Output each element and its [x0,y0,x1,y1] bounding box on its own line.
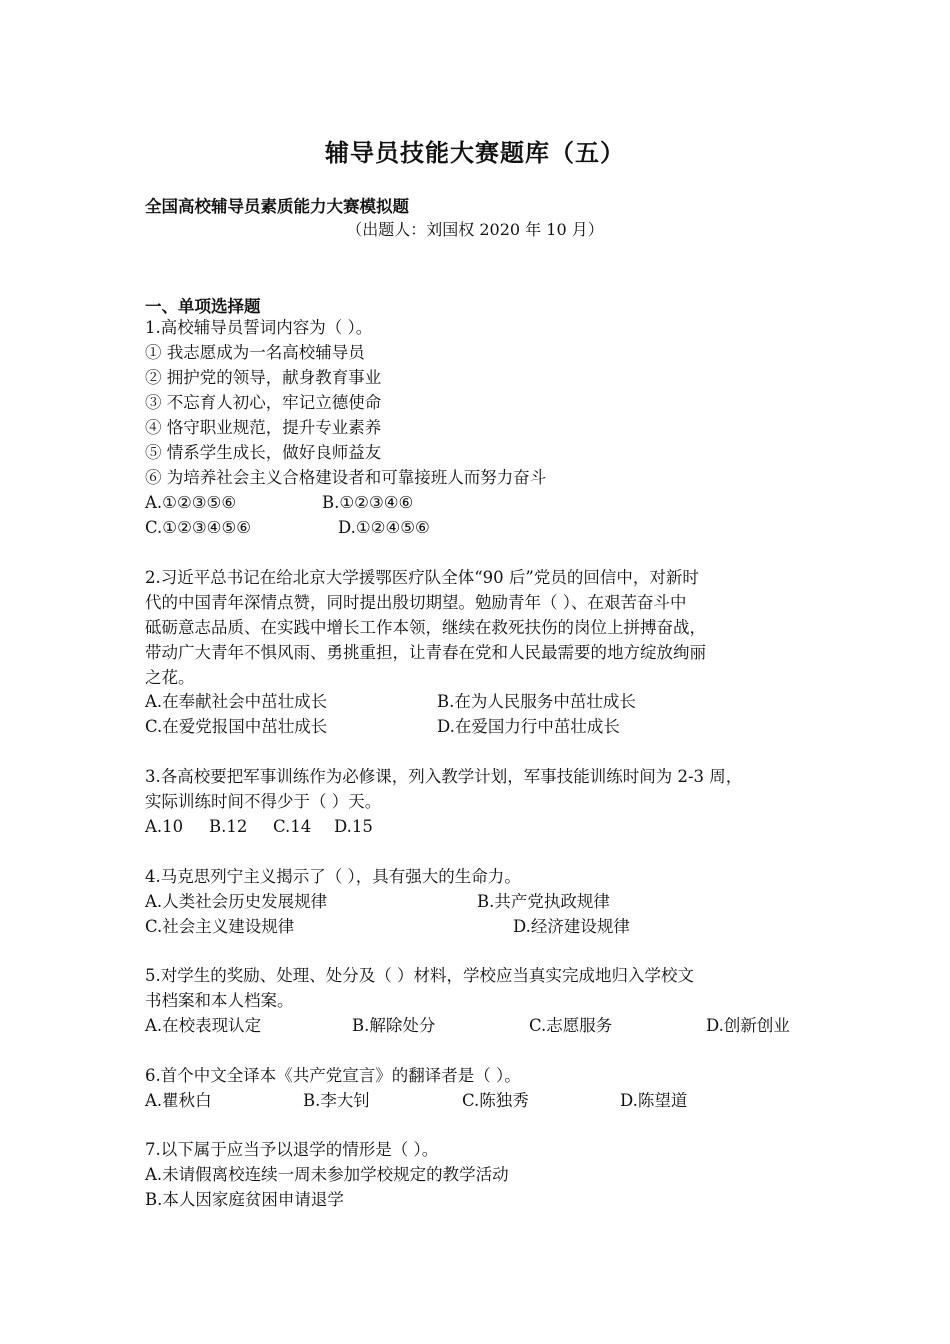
question-2-line: 2.习近平总书记在给北京大学援鄂医疗队全体“90 后”党员的回信中，对新时 [145,568,699,587]
question-5-option-a: A.在校表现认定 [145,1016,262,1035]
author-line: （出题人：刘国权 2020 年 10 月） [346,220,604,239]
question-5-option-b: B.解除处分 [352,1016,436,1035]
question-3-line: 3.各高校要把军事训练作为必修课，列入教学计划，军事技能训练时间为 2-3 周， [145,767,743,786]
question-1-item: ④ 恪守职业规范，提升专业素养 [145,418,382,437]
question-3-option-a: A.10 [145,817,184,836]
question-5-line: 书档案和本人档案。 [145,991,294,1010]
subtitle: 全国高校辅导员素质能力大赛模拟题 [145,197,409,216]
question-1-stem: 1.高校辅导员誓词内容为（ ）。 [145,318,373,337]
question-1-option-a: A.①②③⑤⑥ [145,493,237,512]
question-5-option-c: C.志愿服务 [529,1016,613,1035]
page-title: 辅导员技能大赛题库（五） [325,139,625,167]
question-5-option-d: D.创新创业 [706,1016,790,1035]
question-4-option-a: A.人类社会历史发展规律 [145,892,328,911]
question-4-stem: 4.马克思列宁主义揭示了（ ），具有强大的生命力。 [145,867,521,886]
question-2-line: 代的中国青年深情点赞，同时提出殷切期望。勉励青年（ ）、在艰苦奋斗中 [145,593,687,612]
question-6-option-a: A.瞿秋白 [145,1091,212,1110]
section-heading: 一、单项选择题 [145,297,261,316]
question-4-option-d: D.经济建设规律 [513,917,630,936]
question-2-option-b: B.在为人民服务中茁壮成长 [437,692,636,711]
question-7-option-b: B.本人因家庭贫困申请退学 [145,1190,344,1209]
question-1-option-d: D.①②④⑤⑥ [338,518,430,537]
question-4-option-c: C.社会主义建设规律 [145,917,295,936]
question-3-line: 实际训练时间不得少于（ ）天。 [145,792,382,811]
question-4-option-b: B.共产党执政规律 [477,892,610,911]
question-6-option-b: B.李大钊 [303,1091,370,1110]
question-2-option-a: A.在奉献社会中茁壮成长 [145,692,328,711]
question-1-option-b: B.①②③④⑥ [322,493,414,512]
question-1-item: ① 我志愿成为一名高校辅导员 [145,343,365,362]
question-6-option-d: D.陈望道 [620,1091,688,1110]
question-1-option-c: C.①②③④⑤⑥ [145,518,252,537]
question-1-item: ⑥ 为培养社会主义合格建设者和可靠接班人而努力奋斗 [145,468,547,487]
question-7-option-a: A.未请假离校连续一周未参加学校规定的教学活动 [145,1165,509,1184]
question-3-option-d: D.15 [334,817,373,836]
question-5-line: 5.对学生的奖励、处理、处分及（ ）材料，学校应当真实完成地归入学校文 [145,966,694,985]
question-6-stem: 6.首个中文全译本《共产党宣言》的翻译者是（ ）。 [145,1066,521,1085]
question-1-item: ② 拥护党的领导，献身教育事业 [145,368,382,387]
question-2-line: 之花。 [145,668,195,687]
question-2-option-c: C.在爱党报国中茁壮成长 [145,717,328,736]
question-3-option-c: C.14 [273,817,312,836]
question-1-item: ⑤ 情系学生成长，做好良师益友 [145,443,382,462]
question-6-option-c: C.陈独秀 [462,1091,529,1110]
question-7-stem: 7.以下属于应当予以退学的情形是（ ）。 [145,1140,439,1159]
question-1-item: ③ 不忘育人初心，牢记立德使命 [145,393,382,412]
question-2-line: 带动广大青年不惧风雨、勇挑重担，让青春在党和人民最需要的地方绽放绚丽 [145,643,706,662]
question-2-option-d: D.在爱国力行中茁壮成长 [437,717,620,736]
question-3-option-b: B.12 [209,817,248,836]
question-2-line: 砥砺意志品质、在实践中增长工作本领，继续在救死扶伤的岗位上拼搏奋战， [145,618,706,637]
